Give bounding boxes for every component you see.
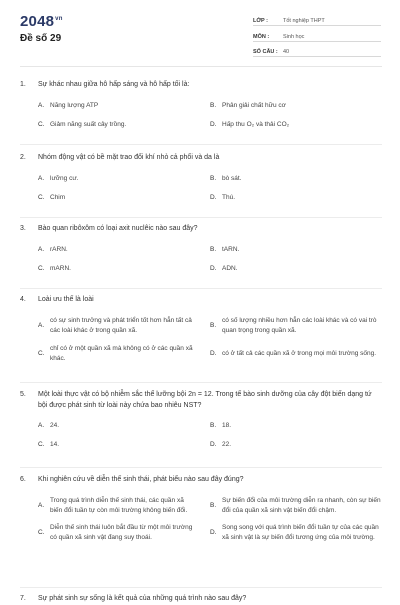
question-1 — [20, 80, 382, 139]
question-separator — [20, 144, 382, 145]
meta-row-subject — [253, 29, 381, 42]
option-a[interactable]: A. rARN. — [38, 245, 68, 253]
header-divider — [20, 66, 382, 67]
option-d[interactable]: D. Song song với quá trình biến đổi tuần tự của các quần xã sinh vật là sự biến đổi tương ứng của môi trường. — [210, 523, 379, 541]
meta-value: 40 — [283, 49, 290, 55]
option-a[interactable]: A. Trong quá trình diễn thế sinh thái, các quần xã biến đổi tuần tự còn môi trường không biến đổi. — [38, 496, 188, 514]
question-number: 1. — [20, 81, 26, 88]
option-a[interactable]: A. Năng lượng ATP — [38, 101, 99, 109]
question-number: 3. — [20, 225, 26, 232]
options — [20, 174, 382, 203]
option-c[interactable]: C. 14. — [38, 441, 60, 448]
options — [20, 101, 382, 130]
options — [20, 245, 382, 274]
options — [20, 316, 382, 364]
question-separator — [20, 217, 382, 218]
meta-label: SỐ CÂU : — [253, 49, 278, 55]
question-stem: Một loài thực vật có bộ nhiễm sắc thể lưỡng bội 2n = 12. Trong tế bào sinh dưỡng của cây đột biến dạng tứ bội được phát sinh từ loài này chứa bao nhiêu NST? — [38, 391, 372, 409]
option-b[interactable]: B. Sự biến đổi của môi trường diễn ra nhanh, còn sự biến đổi của quần xã sinh vật biến đổi chậm. — [210, 496, 381, 514]
question-separator — [20, 288, 382, 289]
option-d[interactable]: D. có ở tất cả các quần xã ở trong mọi môi trường sống. — [210, 349, 377, 357]
question-6 — [20, 475, 382, 552]
option-b[interactable]: B. 18. — [210, 422, 232, 429]
question-stem: Sự phát sinh sự sống là kết quả của những quá trình nào sau đây? — [38, 595, 247, 602]
exam-title: Đề số 29 — [20, 33, 62, 44]
meta-row-count — [253, 44, 381, 57]
question-stem: Bào quan ribôxôm có loại axit nuclêic nào sau đây? — [38, 225, 198, 232]
question-separator — [20, 587, 382, 588]
option-d[interactable]: D. ADN. — [210, 264, 238, 272]
option-a[interactable]: A. 24. — [38, 422, 60, 429]
option-d[interactable]: D. 22. — [210, 441, 232, 448]
question-2 — [20, 153, 382, 212]
question-number: 4. — [20, 296, 26, 303]
option-a[interactable]: A. có sự sinh trưởng và phát triển tốt hơn hẳn tất cả các loài khác ở trong quần xã. — [38, 316, 192, 334]
option-d[interactable]: D. Hấp thu O₂ và thải CO₂ — [210, 120, 290, 128]
option-c[interactable]: C. Diễn thế sinh thái luôn bắt đầu từ một môi trường có quần xã sinh vật đang suy thoái. — [38, 523, 193, 541]
option-c[interactable]: C. chỉ có ở một quần xã mà không có ở các quần xã khác. — [38, 344, 193, 362]
options — [20, 421, 382, 450]
meta-label: MÔN : — [253, 33, 270, 40]
question-stem: Nhóm động vật có bề mặt trao đổi khí nhỏ cả phổi và da là — [38, 154, 220, 161]
exam-meta — [253, 13, 381, 60]
question-separator — [20, 467, 382, 468]
question-4 — [20, 295, 382, 373]
question-7 — [20, 594, 382, 605]
question-number: 2. — [20, 154, 26, 161]
question-number: 7. — [20, 595, 26, 602]
option-c[interactable]: C. Giảm năng suất cây trồng. — [38, 120, 127, 128]
meta-label: LỚP : — [253, 18, 268, 24]
option-d[interactable]: D. Thú. — [210, 193, 236, 201]
option-b[interactable]: B. tARN. — [210, 245, 240, 253]
question-separator — [20, 382, 382, 383]
question-number: 5. — [20, 391, 26, 398]
question-stem: Khi nghiên cứu về diễn thế sinh thái, phát biểu nào sau đây đúng? — [38, 476, 244, 483]
options — [20, 496, 382, 543]
option-a[interactable]: A. lưỡng cư. — [38, 174, 79, 182]
question-5 — [20, 390, 382, 459]
question-stem: Sự khác nhau giữa hô hấp sáng và hô hấp tối là: — [38, 81, 190, 88]
option-b[interactable]: B. Phân giải chất hữu cơ — [210, 101, 286, 109]
question-stem: Loài ưu thế là loài — [38, 296, 94, 303]
site-logo[interactable]: $2048^{vn}$ — [20, 13, 63, 30]
meta-row-class — [253, 13, 381, 26]
question-3 — [20, 224, 382, 283]
option-c[interactable]: C. Chim — [38, 193, 66, 201]
option-c[interactable]: C. mARN. — [38, 264, 71, 272]
page-header — [0, 0, 400, 62]
option-b[interactable]: B. có số lượng nhiều hơn hẳn các loài khác và có vai trò quan trọng trong quần xã. — [210, 316, 377, 334]
question-number: 6. — [20, 476, 26, 483]
option-b[interactable]: B. bò sát. — [210, 174, 242, 182]
meta-value: Sinh học — [283, 33, 305, 40]
meta-value: Tốt nghiệp THPT — [283, 18, 325, 24]
